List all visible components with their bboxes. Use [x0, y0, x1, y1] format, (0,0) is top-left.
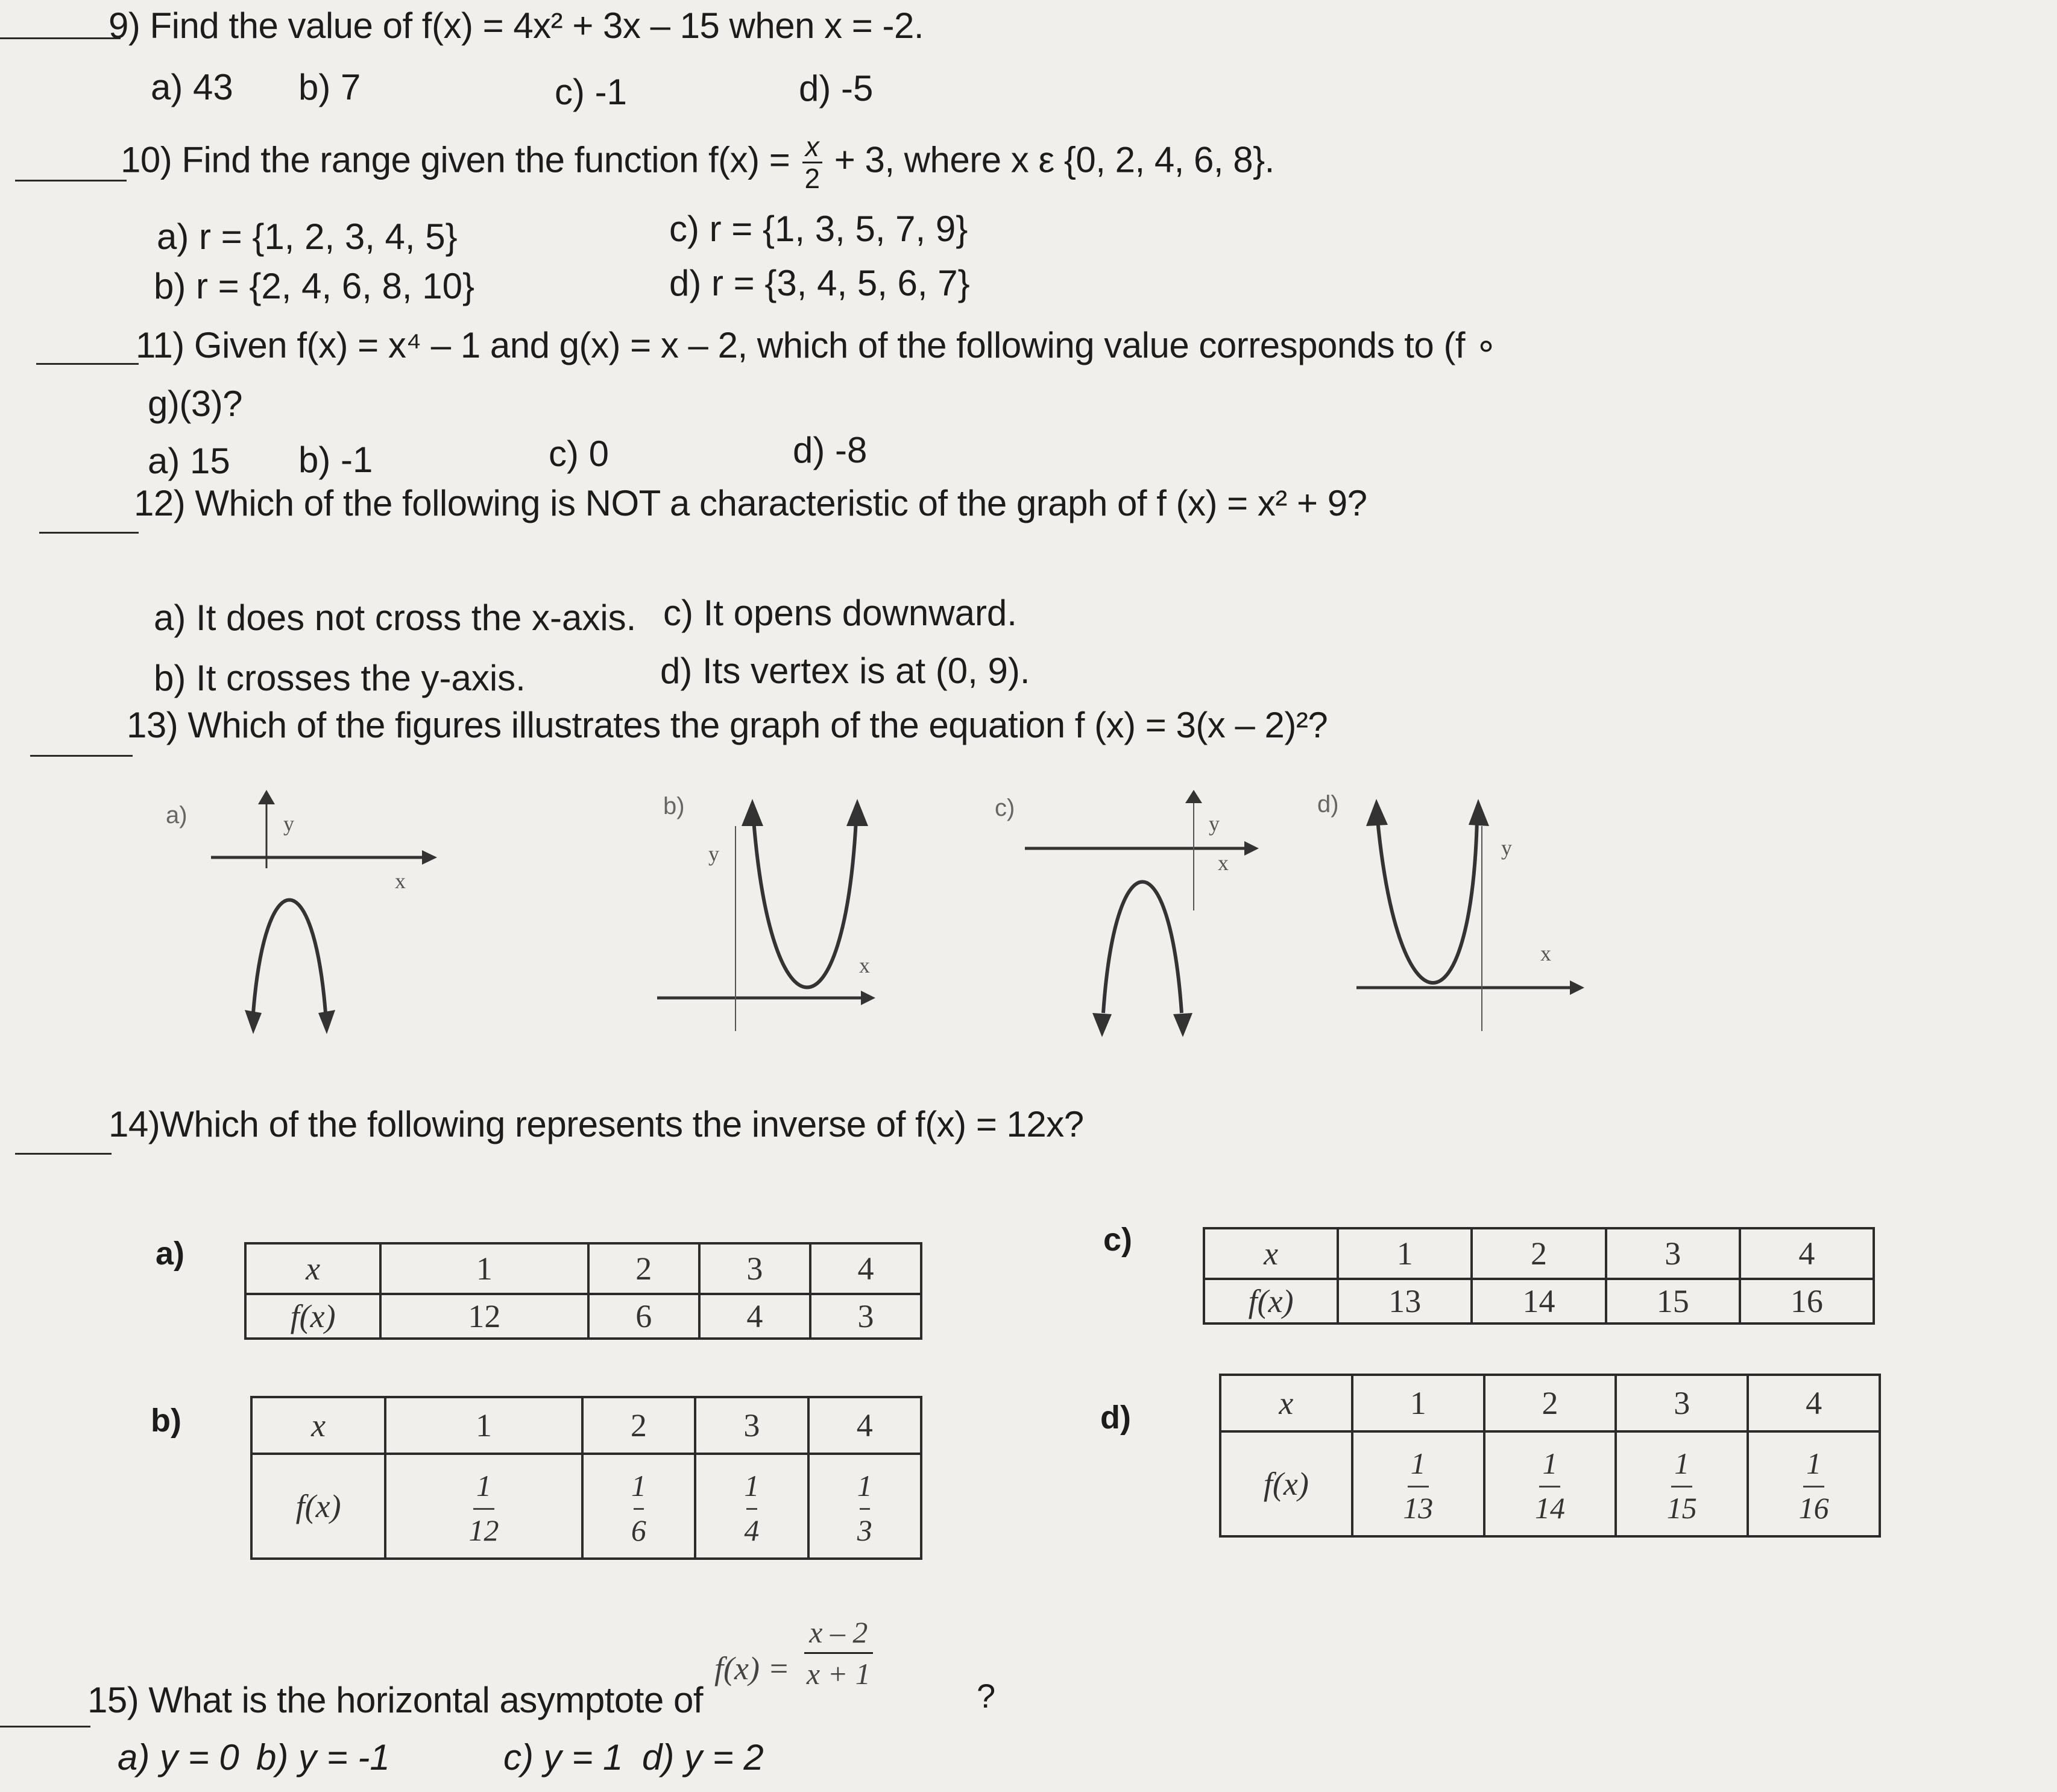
q10-text-end: + 3, where x ε {0, 2, 4, 6, 8}. [834, 139, 1274, 180]
answer-blank-12[interactable] [39, 532, 139, 534]
table-c [1203, 1227, 1875, 1325]
question-10 [121, 131, 1274, 194]
table-c-x-cell: 3 [1606, 1228, 1740, 1279]
q15-option-a: a) y = 0 [118, 1737, 239, 1778]
table-b [250, 1396, 922, 1560]
q10-fraction [802, 131, 822, 194]
graph-b-y-label: y [708, 842, 719, 866]
table-a-f-cell: 12 [380, 1294, 588, 1339]
q10-option-c: c) r = {1, 3, 5, 7, 9} [669, 209, 968, 249]
table-c-label: c) [1103, 1222, 1133, 1258]
table-a-x-cell: 3 [699, 1243, 810, 1294]
table-b-den: 4 [744, 1513, 760, 1547]
table-d-num: 1 [1674, 1447, 1690, 1480]
table-d-x-header: x [1220, 1375, 1352, 1431]
answer-blank-11[interactable] [36, 363, 139, 365]
table-c-x-header: x [1204, 1228, 1338, 1279]
table-a-f-cell: 4 [699, 1294, 810, 1339]
q11-option-b: b) -1 [298, 440, 373, 480]
q15-question-mark: ? [977, 1677, 996, 1715]
answer-blank-15[interactable] [0, 1726, 90, 1727]
table-b-x-cell: 1 [385, 1397, 582, 1454]
q9-option-b: b) 7 [298, 67, 361, 107]
table-b-fraction [744, 1470, 759, 1546]
graph-d-y-label: y [1501, 836, 1512, 860]
table-b-num: 1 [476, 1469, 491, 1503]
question-12: 12) Which of the following is NOT a characteristic of the graph of f (x) = x² + 9? [134, 483, 1367, 523]
graph-c-x-label: x [1218, 851, 1229, 875]
table-d-x-cell: 2 [1484, 1375, 1616, 1431]
graph-a[interactable] [205, 790, 446, 1043]
graph-b-label: b) [663, 793, 685, 819]
q15-option-b: b) y = -1 [256, 1737, 390, 1778]
table-d-den: 14 [1534, 1491, 1565, 1525]
q10-frac-den: 2 [804, 163, 820, 194]
table-b-num: 1 [857, 1469, 872, 1503]
table-a-x-cell: 2 [588, 1243, 699, 1294]
table-d [1219, 1374, 1881, 1538]
question-15: 15) What is the horizontal asymptote of [87, 1680, 704, 1720]
table-a-x-cell: 1 [380, 1243, 588, 1294]
table-d-label: d) [1100, 1399, 1131, 1436]
table-b-num: 1 [631, 1469, 646, 1503]
graph-c-y-label: y [1209, 812, 1220, 836]
q12-option-a: a) It does not cross the x-axis. [154, 598, 637, 638]
table-b-x-header: x [251, 1397, 385, 1454]
graph-d-label: d) [1317, 791, 1339, 818]
q10-option-d: d) r = {3, 4, 5, 6, 7} [669, 263, 970, 303]
q15-num: x – 2 [809, 1615, 868, 1649]
answer-blank-9[interactable] [0, 37, 121, 39]
graph-a-y-label: y [283, 812, 294, 836]
table-c-f-cell: 15 [1606, 1279, 1740, 1323]
table-b-x-cell: 4 [808, 1397, 921, 1454]
table-d-den: 16 [1798, 1491, 1829, 1525]
table-d-x-cell: 1 [1352, 1375, 1484, 1431]
q10-text-start: 10) Find the range given the function f(x) = [121, 139, 790, 180]
q11-option-c: c) 0 [549, 434, 610, 474]
q15-option-d: d) y = 2 [642, 1737, 764, 1778]
q11-option-a: a) 15 [148, 441, 230, 481]
q10-option-a: a) r = {1, 2, 3, 4, 5} [157, 216, 458, 257]
table-c-x-cell: 1 [1338, 1228, 1472, 1279]
table-a-label: a) [156, 1235, 185, 1272]
table-b-f-header: f(x) [251, 1454, 385, 1559]
question-11-cont: g)(3)? [148, 383, 243, 424]
table-d-x-cell: 3 [1616, 1375, 1748, 1431]
table-d-num: 1 [1410, 1447, 1426, 1480]
table-c-f-cell: 14 [1472, 1279, 1605, 1323]
q10-frac-num: x [805, 131, 819, 162]
question-11: 11) Given f(x) = x⁴ – 1 and g(x) = x – 2, which of the following value corresponds to (f ∘ [136, 325, 1498, 365]
table-b-x-cell: 2 [582, 1397, 695, 1454]
table-d-fraction [1799, 1448, 1829, 1524]
table-a-x-header: x [245, 1243, 380, 1294]
q9-option-d: d) -5 [799, 68, 874, 109]
q9-option-a: a) 43 [151, 67, 233, 107]
table-c-f-header: f(x) [1204, 1279, 1338, 1323]
answer-blank-10[interactable] [15, 180, 127, 181]
table-b-x-cell: 3 [695, 1397, 808, 1454]
table-a-f-cell: 6 [588, 1294, 699, 1339]
table-d-x-cell: 4 [1748, 1375, 1880, 1431]
question-9: 9) Find the value of f(x) = 4x² + 3x – 15 when x = -2. [109, 5, 924, 46]
graph-b[interactable] [657, 790, 898, 1043]
table-a [244, 1242, 922, 1340]
table-b-num: 1 [744, 1469, 760, 1503]
table-d-fraction [1403, 1448, 1433, 1524]
table-d-fraction [1535, 1448, 1565, 1524]
table-c-f-cell: 16 [1740, 1279, 1874, 1323]
q12-option-b: b) It crosses the y-axis. [154, 658, 526, 698]
table-b-fraction [468, 1470, 499, 1546]
graph-d-x-label: x [1540, 941, 1551, 965]
answer-blank-13[interactable] [30, 755, 133, 757]
q9-option-c: c) -1 [555, 72, 627, 112]
graph-c-label: c) [995, 795, 1015, 821]
graph-d[interactable] [1356, 790, 1610, 1043]
answer-blank-14[interactable] [15, 1153, 112, 1155]
table-c-x-cell: 4 [1740, 1228, 1874, 1279]
table-b-label: b) [151, 1402, 181, 1439]
q10-option-b: b) r = {2, 4, 6, 8, 10} [154, 266, 475, 306]
table-d-f-header: f(x) [1220, 1431, 1352, 1536]
table-d-num: 1 [1806, 1447, 1822, 1480]
graph-a-label: a) [166, 802, 187, 828]
table-c-x-cell: 2 [1472, 1228, 1605, 1279]
q15-option-c: c) y = 1 [503, 1737, 623, 1778]
q15-fraction [804, 1616, 873, 1690]
table-a-x-cell: 4 [810, 1243, 921, 1294]
table-a-f-cell: 3 [810, 1294, 921, 1339]
table-b-den: 3 [857, 1513, 872, 1547]
table-d-den: 13 [1403, 1491, 1434, 1525]
q11-option-d: d) -8 [793, 430, 868, 470]
table-d-den: 15 [1666, 1491, 1697, 1525]
table-a-f-header: f(x) [245, 1294, 380, 1339]
question-14: 14)Which of the following represents the inverse of f(x) = 12x? [109, 1104, 1084, 1144]
table-b-den: 6 [631, 1513, 646, 1547]
q12-option-c: c) It opens downward. [663, 593, 1017, 633]
table-b-fraction [631, 1470, 646, 1546]
table-d-fraction [1667, 1448, 1697, 1524]
table-b-den: 12 [468, 1513, 499, 1547]
q15-fx: f(x) = [714, 1650, 790, 1687]
graph-a-x-label: x [395, 869, 406, 893]
table-c-f-cell: 13 [1338, 1279, 1472, 1323]
q12-option-d: d) Its vertex is at (0, 9). [660, 651, 1030, 691]
graph-c[interactable] [1025, 790, 1278, 1043]
question-13: 13) Which of the figures illustrates the graph of the equation f (x) = 3(x – 2)²? [127, 705, 1328, 745]
table-d-num: 1 [1542, 1447, 1558, 1480]
q15-function [714, 1616, 875, 1690]
graph-b-x-label: x [859, 953, 870, 977]
table-b-fraction [857, 1470, 872, 1546]
q15-den: x + 1 [806, 1657, 871, 1691]
